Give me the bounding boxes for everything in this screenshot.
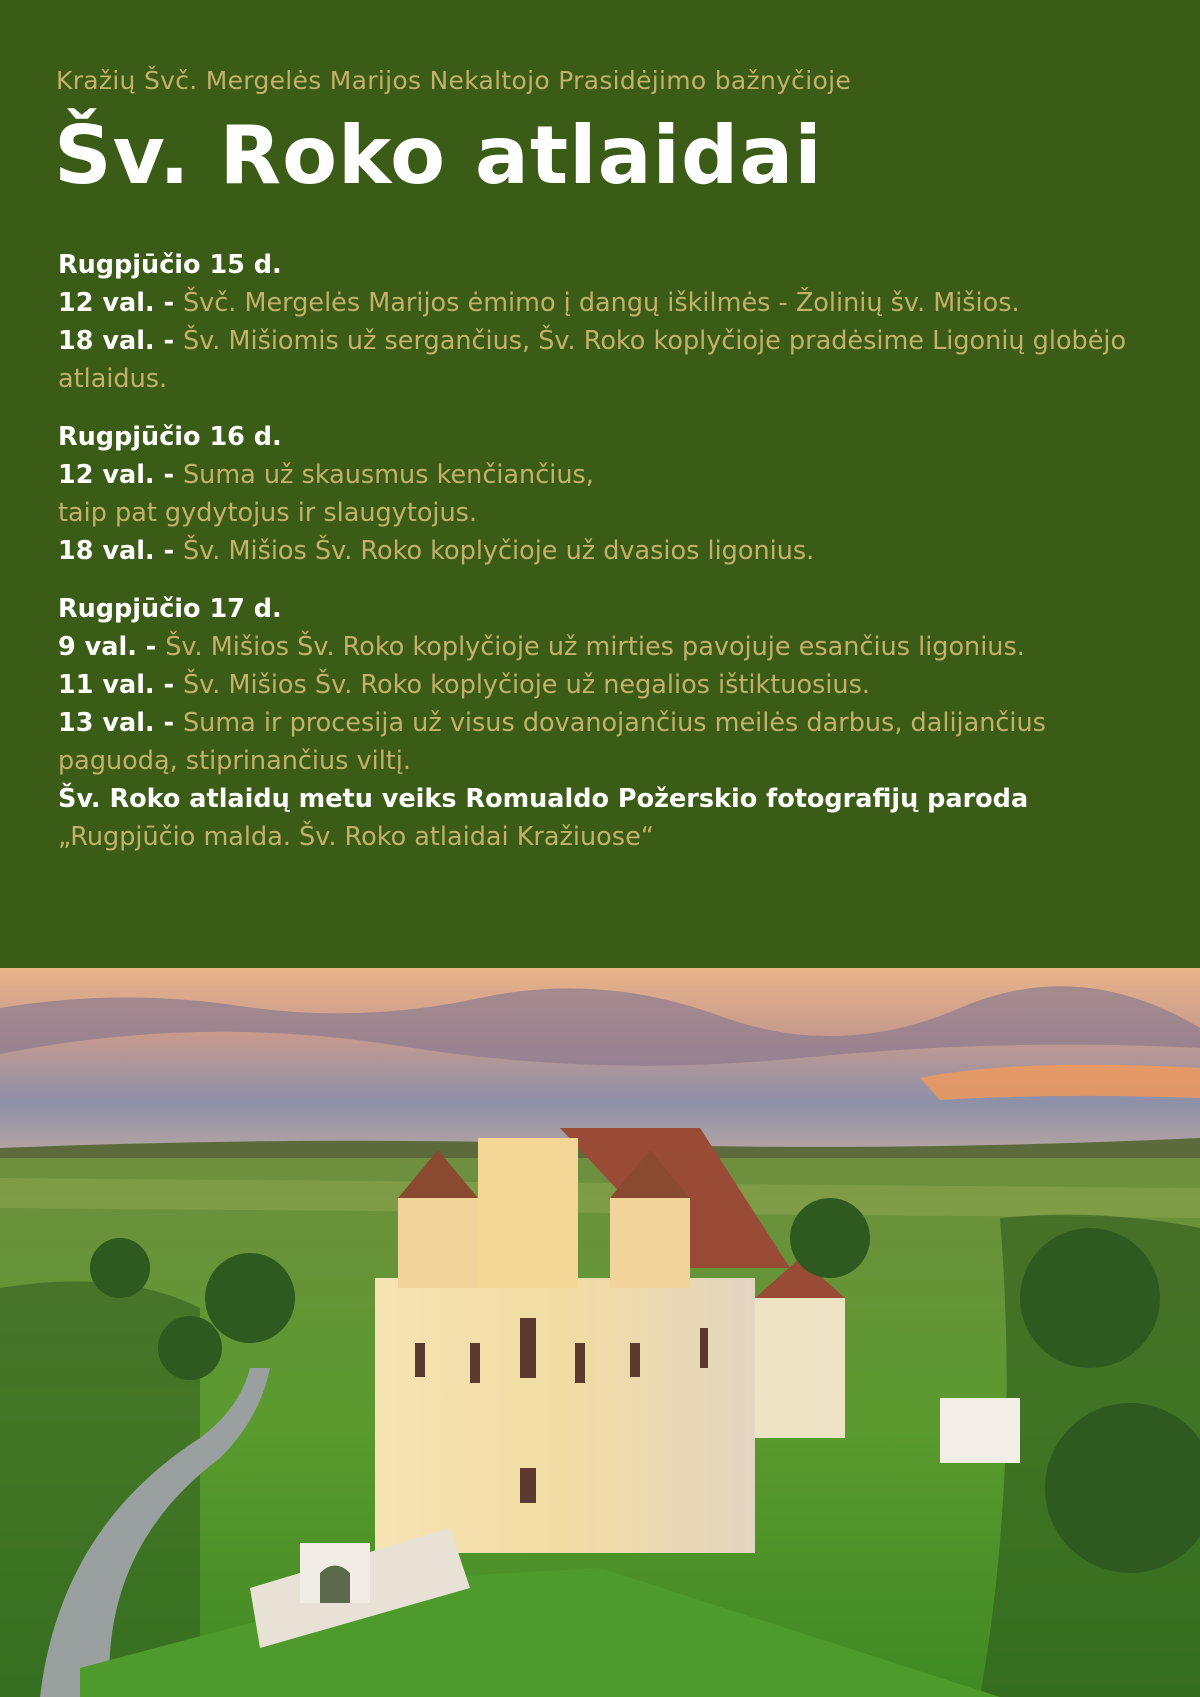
exhibition-title: „Rugpjūčio malda. Šv. Roko atlaidai Kražiuose“: [58, 822, 654, 852]
schedule-item: [58, 628, 1168, 666]
event-time: 11 val. -: [58, 670, 183, 700]
event-time: 12 val. -: [58, 288, 183, 318]
day-date: Rugpjūčio 17 d.: [58, 594, 282, 624]
event-title: Šv. Roko atlaidai: [54, 109, 823, 202]
church-subtitle: Kražių Švč. Mergelės Marijos Nekaltojo Prasidėjimo bažnyčioje: [56, 66, 851, 95]
schedule-item: [58, 532, 1168, 570]
event-time: 18 val. -: [58, 326, 183, 356]
church-aerial-photo: [0, 968, 1200, 1697]
exhibition-lead: Šv. Roko atlaidų metu veiks Romualdo Požerskio fotografijų paroda: [58, 784, 1029, 814]
event-description-cont: taip pat gydytojus ir slaugytojus.: [58, 498, 478, 528]
schedule-item: [58, 704, 1168, 780]
event-description: Suma ir procesija už visus dovanojančius meilės darbus, dalijančius paguodą, stiprinančius viltį.: [58, 708, 1046, 776]
event-description: Šv. Mišios Šv. Roko koplyčioje už dvasios ligonius.: [182, 536, 815, 566]
event-time: 9 val. -: [58, 632, 166, 662]
day-block: [58, 590, 1168, 856]
event-time: 12 val. -: [58, 460, 183, 490]
day-date: Rugpjūčio 16 d.: [58, 422, 282, 452]
event-description: Suma už skausmus kenčiančius,: [182, 460, 594, 490]
event-description: Šv. Mišios Šv. Roko koplyčioje už mirties pavojuje esančius ligonius.: [165, 632, 1025, 662]
schedule-item: [58, 284, 1168, 322]
event-time: 18 val. -: [58, 536, 183, 566]
schedule-item: [58, 456, 1168, 532]
exhibition-note: [58, 780, 1168, 856]
day-block: [58, 246, 1168, 398]
day-block: [58, 418, 1168, 570]
schedule: [58, 246, 1168, 856]
event-description: Švč. Mergelės Marijos ėmimo į dangų iškilmės - Žolinių šv. Mišios.: [182, 288, 1020, 318]
event-description: Šv. Mišiomis už sergančius, Šv. Roko koplyčioje pradėsime Ligonių globėjo atlaidus.: [58, 326, 1127, 394]
schedule-item: [58, 322, 1168, 398]
event-time: 13 val. -: [58, 708, 183, 738]
day-date: Rugpjūčio 15 d.: [58, 250, 282, 280]
event-description: Šv. Mišios Šv. Roko koplyčioje už negalios ištiktuosius.: [182, 670, 870, 700]
schedule-item: [58, 666, 1168, 704]
